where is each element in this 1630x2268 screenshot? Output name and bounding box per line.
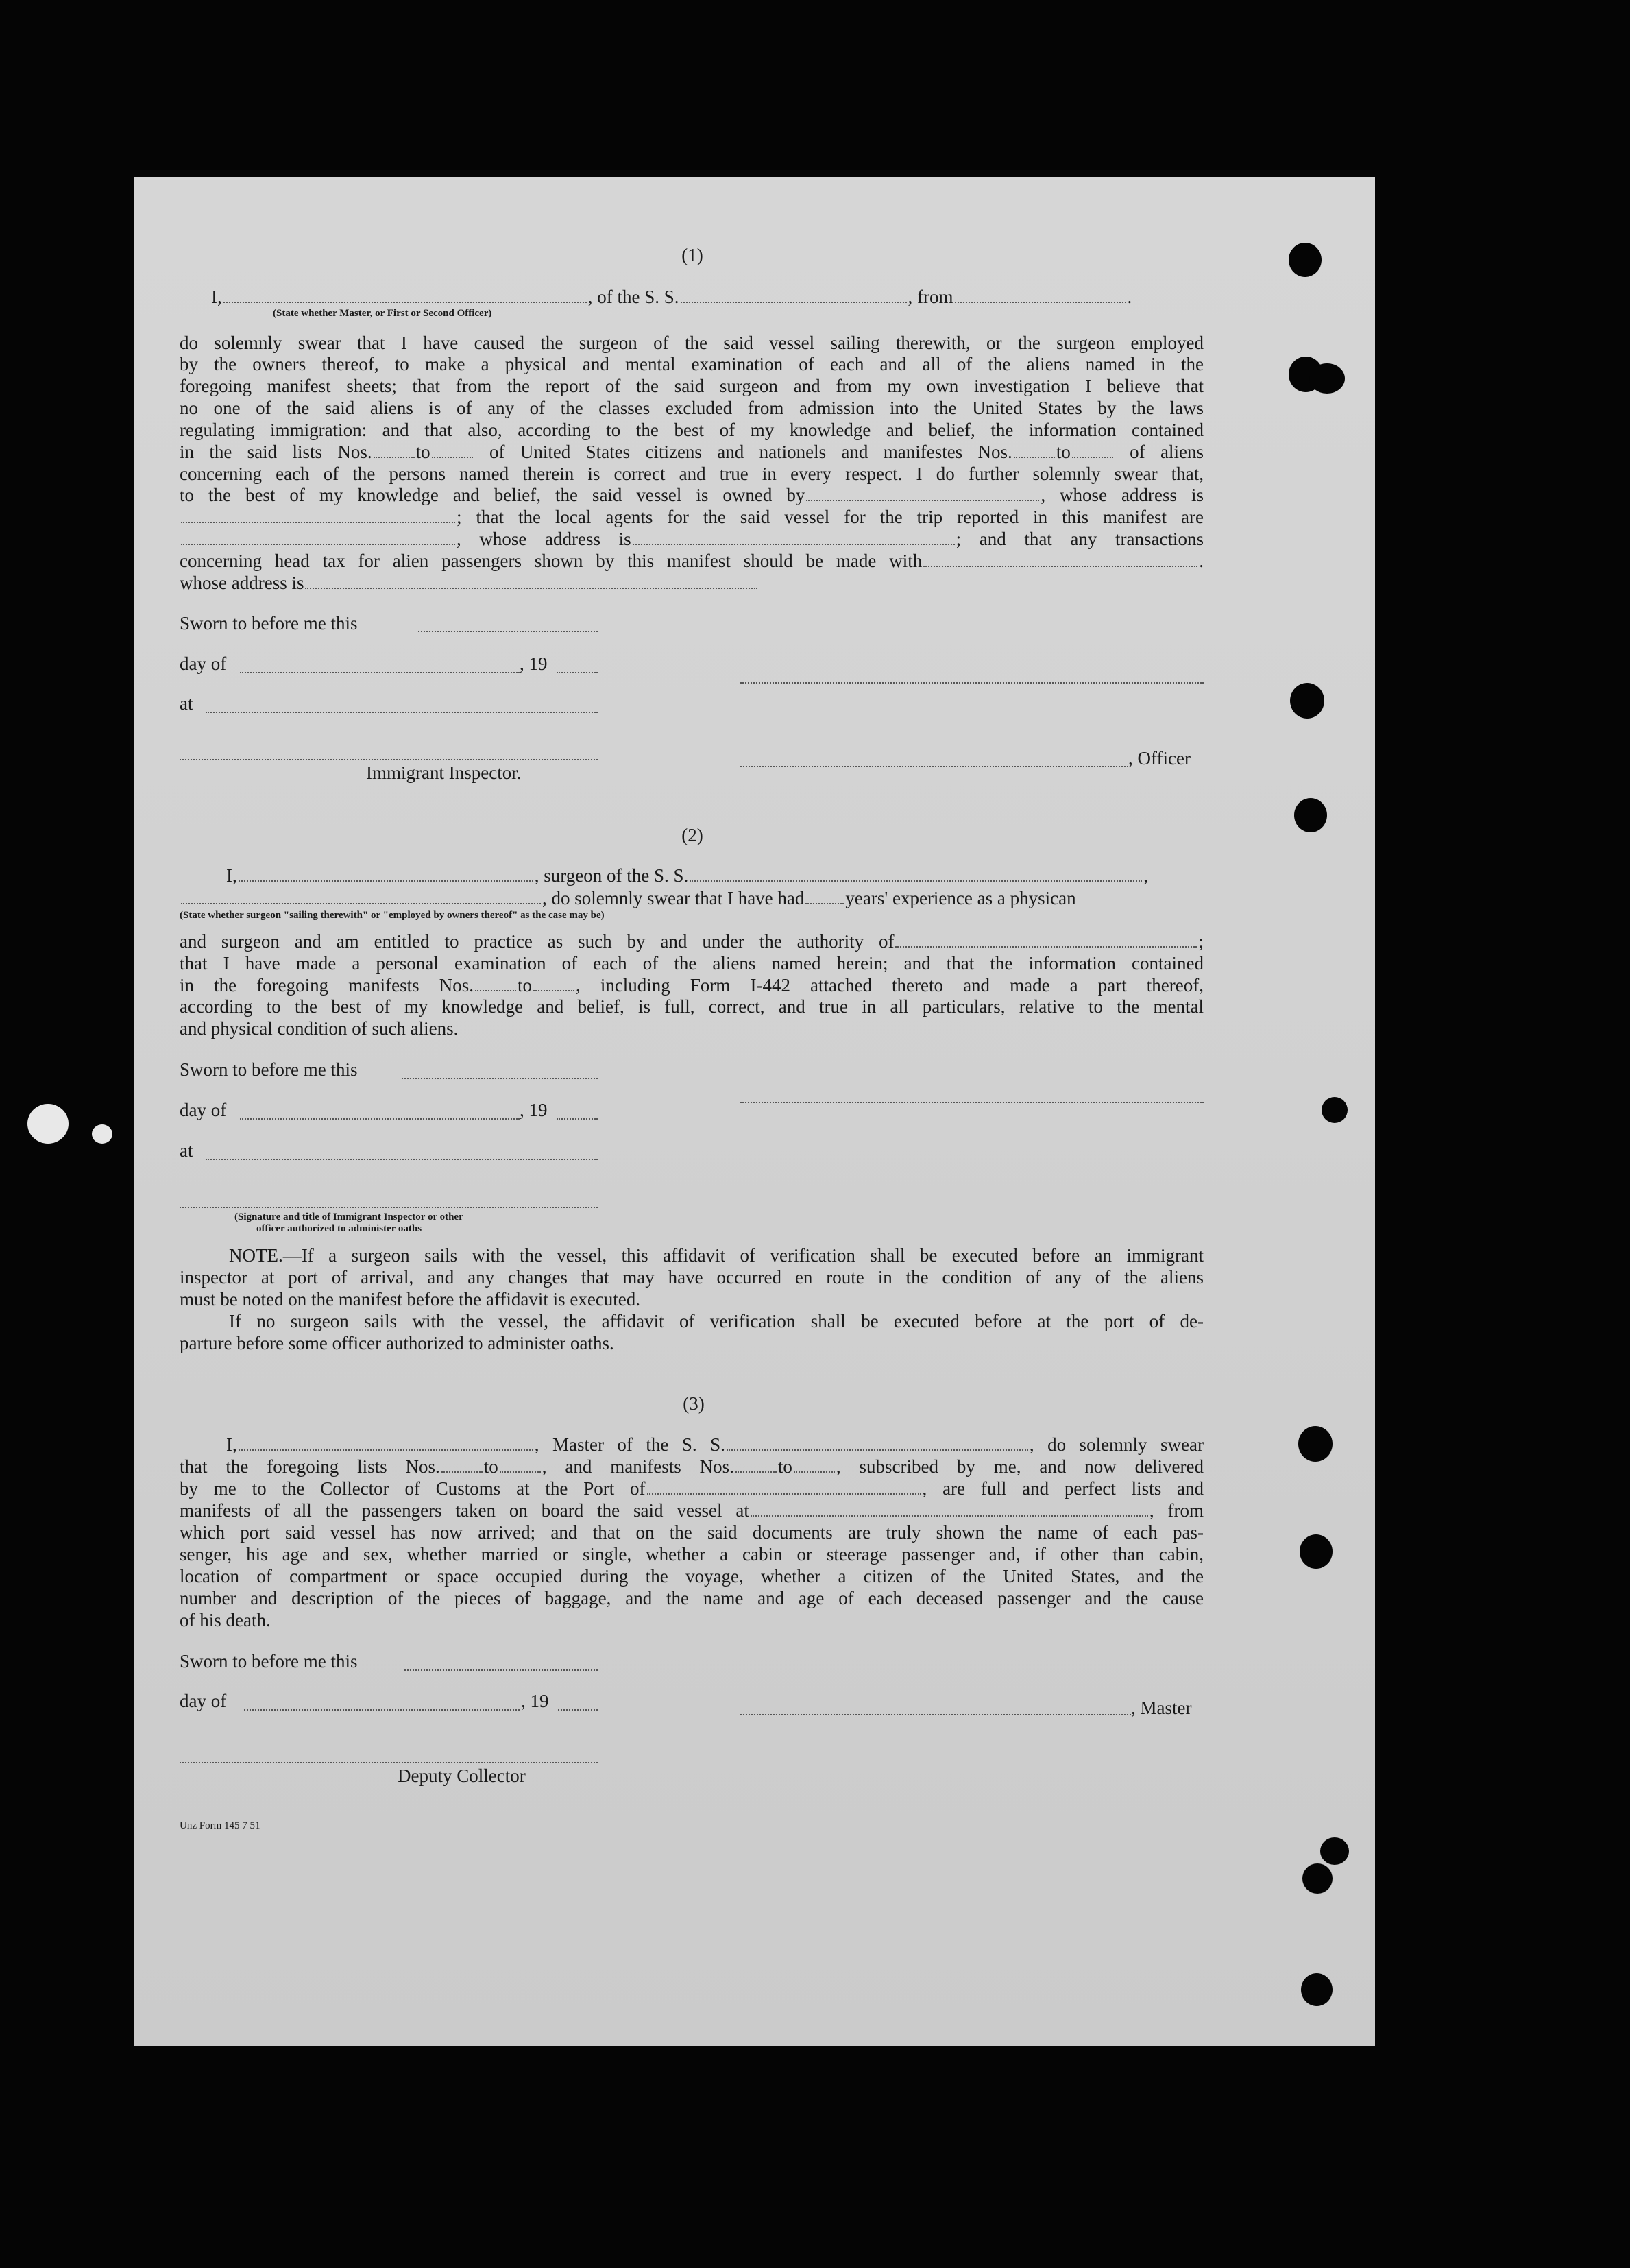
s1-from-blank[interactable] xyxy=(955,301,1126,303)
s2-years-experience: years' experience as a physican xyxy=(845,888,1076,908)
s1-para-line: regulating immigration: and that also, according to the best of my knowledge and belief, the information contained xyxy=(180,420,1204,440)
s3-name-blank[interactable] xyxy=(239,1449,533,1451)
s3-manifest-to-blank[interactable] xyxy=(794,1471,835,1473)
s2-capacity-blank[interactable] xyxy=(181,902,541,904)
punch-hole xyxy=(1294,798,1327,832)
s1-para-line xyxy=(180,572,1204,594)
s2-para-line: that I have made a personal examination of each of the aliens named herein; and that the information contained xyxy=(180,953,1204,974)
s1-local-agents: ; that the local agents for the said vessel for the trip reported in this manifest are xyxy=(457,507,1204,527)
s1-note: (State whether Master, or First or Second Officer) xyxy=(273,308,492,319)
s3-day-blank[interactable] xyxy=(244,1709,520,1711)
section-2-number: (2) xyxy=(681,825,703,845)
s1-i: I, xyxy=(211,287,222,307)
s2-manifest-from-blank[interactable] xyxy=(475,989,516,991)
s1-lists-to-blank[interactable] xyxy=(432,456,473,458)
s1-para-line: do solemnly swear that I have caused the surgeon of the said vessel sailing therewith, or the surgeon employed xyxy=(180,333,1204,353)
s2-para-line: according to the best of my knowledge and belief, is full, correct, and true in all particulars, relative to the mental xyxy=(180,996,1204,1017)
s3-para-line xyxy=(180,1500,1204,1521)
s1-para-line xyxy=(180,529,1204,550)
s1-lists-from-blank[interactable] xyxy=(374,456,415,458)
s2-sworn: Sworn to before me this xyxy=(180,1059,358,1080)
s3-sworn-blank[interactable] xyxy=(404,1669,598,1671)
s3-port-of: by me to the Collector of Customs at the Port of xyxy=(180,1478,646,1499)
s3-line-master xyxy=(226,1434,1204,1456)
s2-manifest-to-blank[interactable] xyxy=(533,989,574,991)
s1-manifest-nos: of United States citizens and nationels and manifestes Nos. xyxy=(489,442,1012,462)
s2-note-line: If no surgeon sails with the vessel, the affidavit of verification shall be executed before at the port of de- xyxy=(229,1311,1204,1331)
s2-day-blank[interactable] xyxy=(240,1118,520,1120)
s1-sworn-blank[interactable] xyxy=(418,631,598,632)
punch-hole xyxy=(1300,1534,1333,1569)
s3-para-line xyxy=(180,1456,1204,1477)
s2-at-blank[interactable] xyxy=(206,1159,598,1160)
s1-transactions: ; and that any transactions xyxy=(956,529,1204,549)
s2-authority: and surgeon and am entitled to practice as such by and under the authority of xyxy=(180,931,895,952)
s1-agents-address-blank[interactable] xyxy=(633,543,955,545)
s1-para-line xyxy=(180,442,1204,463)
s3-deputy: Deputy Collector xyxy=(398,1765,526,1786)
s3-master: , Master xyxy=(1131,1698,1192,1718)
punch-hole xyxy=(1289,243,1322,277)
s2-surgeon-of-ss: , surgeon of the S. S. xyxy=(534,865,689,886)
s1-to: to xyxy=(1056,442,1071,462)
s3-para-line: senger, his age and sex, whether married or single, whether a cabin or steerage passenger and, if other than cabin, xyxy=(180,1544,1204,1565)
s1-para-line xyxy=(180,507,1204,528)
s3-on-board-at: manifests of all the passengers taken on board the said vessel at xyxy=(180,1500,749,1521)
s1-signature-blank[interactable] xyxy=(740,682,1204,684)
s2-year-blank[interactable] xyxy=(557,1118,598,1120)
s2-i: I, xyxy=(226,865,237,886)
s2-note-line: NOTE.—If a surgeon sails with the vessel, this affidavit of verification shall be executed before an immigrant xyxy=(229,1245,1204,1266)
s2-form-i442: , including Form I-442 attached thereto and made a part thereof, xyxy=(576,975,1204,996)
s1-nineteen: , 19 xyxy=(520,653,548,674)
s3-lists-nos: that the foregoing lists Nos. xyxy=(180,1456,440,1477)
s3-master-blank[interactable] xyxy=(740,1714,1131,1715)
s1-vessel-blank[interactable] xyxy=(681,301,907,303)
s1-inspector-blank[interactable] xyxy=(180,759,598,760)
s1-from: , from xyxy=(908,287,953,307)
s2-line-surgeon xyxy=(226,865,1204,886)
s3-i: I, xyxy=(226,1434,237,1455)
s2-note-line: inspector at port of arrival, and any changes that may have occurred en route in the condition of any of the aliens xyxy=(180,1267,1204,1288)
s1-manifest-from-blank[interactable] xyxy=(1014,456,1055,458)
s1-head-tax-address-blank[interactable] xyxy=(305,587,757,589)
s1-lists-nos: in the said lists Nos. xyxy=(180,442,372,462)
section-3-number: (3) xyxy=(683,1393,705,1414)
s1-officer-blank[interactable] xyxy=(740,766,1128,767)
punch-hole xyxy=(1322,1097,1348,1123)
s3-year-blank[interactable] xyxy=(558,1709,598,1711)
s3-delivered: , subscribed by me, and now delivered xyxy=(836,1456,1204,1477)
punch-hole xyxy=(1302,1863,1333,1894)
s2-para-line: and physical condition of such aliens. xyxy=(180,1018,459,1039)
s2-signature-blank[interactable] xyxy=(740,1102,1204,1103)
s1-year-blank[interactable] xyxy=(557,672,598,673)
s2-sig-note: (Signature and title of Immigrant Inspector or other xyxy=(234,1211,463,1222)
s1-head-tax: concerning head tax for alien passengers shown by this manifest should be made with xyxy=(180,551,923,571)
s3-port-blank[interactable] xyxy=(647,1493,921,1495)
s3-day-of: day of xyxy=(180,1691,227,1711)
s2-manifests-nos: in the foregoing manifests Nos. xyxy=(180,975,474,996)
s3-perfect-lists: , are full and perfect lists and xyxy=(922,1478,1204,1499)
s2-semicolon: ; xyxy=(1198,931,1204,952)
s3-lists-from-blank[interactable] xyxy=(441,1471,483,1473)
s1-para-line: no one of the said aliens is of any of the classes excluded from admission into the United States by the laws xyxy=(180,398,1204,418)
s3-para-line: number and description of the pieces of baggage, and the name and age of each deceased passenger and the cause xyxy=(180,1588,1204,1608)
s1-officer: , Officer xyxy=(1128,748,1191,769)
s3-lists-to-blank[interactable] xyxy=(500,1471,541,1473)
s3-nineteen: , 19 xyxy=(521,1691,549,1711)
s2-at: at xyxy=(180,1140,193,1161)
s3-to: to xyxy=(483,1456,498,1477)
punch-hole xyxy=(1290,683,1324,719)
s2-comma: , xyxy=(1143,865,1149,886)
s1-of-ss: , of the S. S. xyxy=(587,287,679,307)
s1-para-line: by the owners thereof, to make a physical and mental examination of each and all of the aliens named in the xyxy=(180,354,1204,374)
s3-master-of-ss: , Master of the S. S. xyxy=(534,1434,725,1455)
s2-to: to xyxy=(517,975,532,996)
s3-para-line: which port said vessel has now arrived; and that on the said documents are truly shown the name of each pas- xyxy=(180,1522,1204,1543)
s2-name-blank[interactable] xyxy=(239,880,533,882)
s1-whose-address: whose address is xyxy=(180,572,304,593)
s2-sig-note: officer authorized to administer oaths xyxy=(256,1223,422,1234)
s1-period: . xyxy=(1199,551,1204,571)
s3-from: , from xyxy=(1149,1500,1204,1521)
s1-line-master xyxy=(211,287,1204,308)
s1-owned-by: to the best of my knowledge and belief, the said vessel is owned by xyxy=(180,485,805,505)
section-1-number: (1) xyxy=(681,245,703,265)
s2-note: (State whether surgeon "sailing therewith" or "employed by owners thereof" as the case may be) xyxy=(180,910,605,921)
s1-para-line xyxy=(180,551,1204,572)
punch-hole xyxy=(1301,1973,1333,2006)
s2-years-blank[interactable] xyxy=(805,902,844,904)
s1-of-aliens: of aliens xyxy=(1130,442,1204,462)
s2-para-line xyxy=(180,975,1204,996)
s2-day-of: day of xyxy=(180,1100,227,1120)
s1-whose-address: , whose address is xyxy=(457,529,631,549)
s1-at: at xyxy=(180,693,193,714)
s3-vessel-blank[interactable] xyxy=(727,1449,1028,1451)
s3-manifests-nos: , and manifests Nos. xyxy=(542,1456,734,1477)
s3-deputy-blank[interactable] xyxy=(180,1762,598,1763)
s2-para-line xyxy=(180,931,1204,952)
s2-note-line: parture before some officer authorized to administer oaths. xyxy=(180,1333,614,1353)
s2-note-line: must be noted on the manifest before the affidavit is executed. xyxy=(180,1289,641,1310)
s1-para-line: concerning each of the persons named therein is correct and true in every respect. I do further solemnly swear that, xyxy=(180,463,1204,484)
s2-authority-blank[interactable] xyxy=(895,945,1197,948)
s1-name-blank[interactable] xyxy=(223,301,587,303)
form-number: Unz Form 145 7 51 xyxy=(180,1820,260,1831)
s1-sworn: Sworn to before me this xyxy=(180,613,358,634)
s2-officer-blank[interactable] xyxy=(180,1207,598,1208)
s3-para-line: location of compartment or space occupied during the voyage, whether a citizen of the United States, and the xyxy=(180,1566,1204,1587)
s2-vessel-blank[interactable] xyxy=(690,880,1142,882)
s3-solemnly-swear: , do solemnly swear xyxy=(1029,1434,1204,1455)
torn-edge-mark xyxy=(92,1124,112,1144)
s1-manifest-to-blank[interactable] xyxy=(1072,456,1113,458)
s1-para-line: foregoing manifest sheets; that from the report of the said surgeon and from my own investigation I believe that xyxy=(180,376,1204,396)
punch-hole xyxy=(1320,1837,1349,1865)
punch-hole xyxy=(1309,363,1345,394)
punch-hole xyxy=(1298,1426,1333,1462)
s3-manifest-from-blank[interactable] xyxy=(735,1471,777,1473)
s2-sworn-blank[interactable] xyxy=(402,1078,598,1079)
s1-owner-blank[interactable] xyxy=(806,499,1039,501)
s1-day-of: day of xyxy=(180,653,227,674)
s3-para-line xyxy=(180,1478,1204,1499)
torn-edge-mark xyxy=(27,1104,69,1144)
s1-owner-address-blank[interactable] xyxy=(181,521,455,523)
s2-nineteen: , 19 xyxy=(520,1100,548,1120)
s1-inspector: Immigrant Inspector. xyxy=(366,762,522,783)
s3-port-embark-blank[interactable] xyxy=(751,1515,1148,1517)
s2-have-had: , do solemnly swear that I have had xyxy=(542,888,805,908)
s3-sworn: Sworn to before me this xyxy=(180,1651,358,1672)
s3-to: to xyxy=(777,1456,792,1477)
s1-period: . xyxy=(1127,287,1132,307)
s1-day-blank[interactable] xyxy=(240,672,520,673)
s1-head-tax-blank[interactable] xyxy=(923,565,1197,567)
s1-whose-address: , whose address is xyxy=(1041,485,1204,505)
s1-to: to xyxy=(415,442,430,462)
s3-para-line: of his death. xyxy=(180,1610,271,1630)
s1-agents-blank[interactable] xyxy=(181,543,455,545)
s2-line-years xyxy=(180,888,1204,909)
s1-at-blank[interactable] xyxy=(206,712,598,713)
s1-para-line xyxy=(180,485,1204,506)
